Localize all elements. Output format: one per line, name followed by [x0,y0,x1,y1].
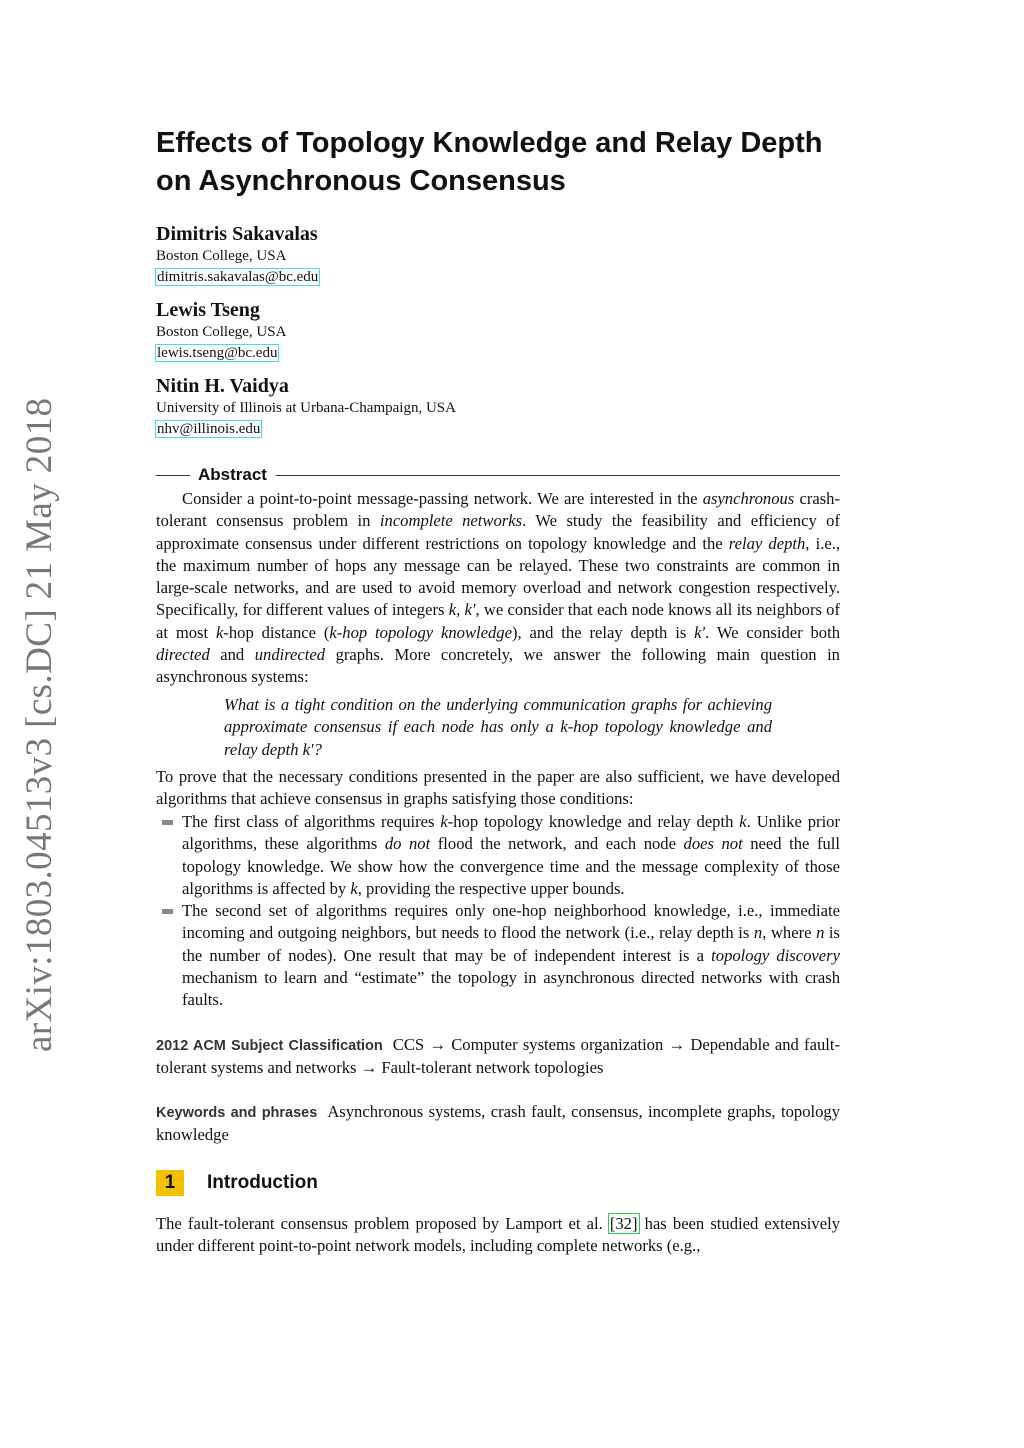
abstract-heading [156,464,840,486]
bullet-marker [162,820,173,825]
author-name: Dimitris Sakavalas [156,223,318,245]
author-block-1 [156,222,840,285]
bullet-marker [162,909,173,914]
section-heading-introduction [156,1170,840,1198]
introduction-paragraph: The fault-tolerant consensus problem proposed by Lamport et al. [32] has been studied extensively under different point-to-point network models, including complete networks (e.g., [156,1214,840,1256]
title-line-2: on Asynchronous Consensus [156,165,566,197]
abstract-paragraph-2: To prove that the necessary conditions presented in the paper are also sufficient, we have developed algorithms that achieve consensus in graphs satisfying those conditions: [156,767,840,809]
list-item: The second set of algorithms requires only one-hop neighborhood knowledge, i.e., immediate incoming and outgoing neighbors, but needs to flood the network (i.e., relay depth is n, where n is the number of nodes). One result that may be of independent interest is a topology discovery mechanism to learn and “estimate” the topology in asynchronous directed networks with crash faults. [156,900,840,1011]
author-email-link[interactable]: nhv@illinois.edu [157,421,261,437]
title-line-1: Effects of Topology Knowledge and Relay Depth [156,127,823,159]
author-name: Nitin H. Vaidya [156,375,289,397]
author-affiliation: Boston College, USA [156,248,287,264]
algorithm-list [156,811,840,1012]
author-name: Lewis Tseng [156,299,260,321]
paper-title [156,124,840,200]
acm-text: CCS → Computer systems organization → Dependable and fault-tolerant systems and networks → Fault-tolerant network topologies [156,1035,840,1078]
main-question: What is a tight condition on the underlying communication graphs for achieving approximate consensus if each node has only a k-hop topology knowledge and relay depth k′? [224,695,772,759]
abstract-label: Abstract [198,465,267,484]
author-block-3 [156,374,840,437]
citation-link[interactable]: [32] [609,1214,638,1233]
abstract-rule-left [156,475,190,476]
keywords-label: Keywords and phrases [156,1105,318,1121]
author-email-link[interactable]: dimitris.sakavalas@bc.edu [157,269,319,285]
list-item: The first class of algorithms requires k-hop topology knowledge and relay depth k. Unlike prior algorithms, these algorithms do not flood the network, and each node does not need the full topology knowledge. We show how the convergence time and the message complexity of those algorithms is affected by k, providing the respective upper bounds. [156,811,840,900]
keywords [156,1101,840,1147]
acm-classification [156,1034,840,1080]
abstract-rule-right [276,475,840,476]
abstract-paragraph-1: Consider a point-to-point message-passing network. We are interested in the asynchronous crash-tolerant consensus problem in incomplete networks. We study the feasibility and efficiency of approximate consensus under different restrictions on topology knowledge and the relay depth, i.e., the maximum number of hops any message can be relayed. These two constraints are common in large-scale networks, and are used to avoid memory overload and network congestion respectively. Specifically, for different values of integers k, k′, we consider that each node knows all its neighbors of at most k-hop distance (k-hop topology knowledge), and the relay depth is k′. We consider both directed and undirected graphs. More concretely, we answer the following main question in asynchronous systems: [156,489,841,687]
author-affiliation: Boston College, USA [156,324,287,340]
acm-label: 2012 ACM Subject Classification [156,1038,383,1054]
keywords-text: Asynchronous systems, crash fault, consensus, incomplete graphs, topology knowledge [156,1102,840,1145]
section-title: Introduction [207,1172,318,1193]
section-number: 1 [156,1170,184,1196]
author-email-link[interactable]: lewis.tseng@bc.edu [157,345,278,361]
arxiv-stamp: arXiv:1803.04513v3 [cs.DC] 21 May 2018 [19,397,60,1052]
author-block-2 [156,298,840,361]
author-affiliation: University of Illinois at Urbana-Champaign, USA [156,400,456,416]
